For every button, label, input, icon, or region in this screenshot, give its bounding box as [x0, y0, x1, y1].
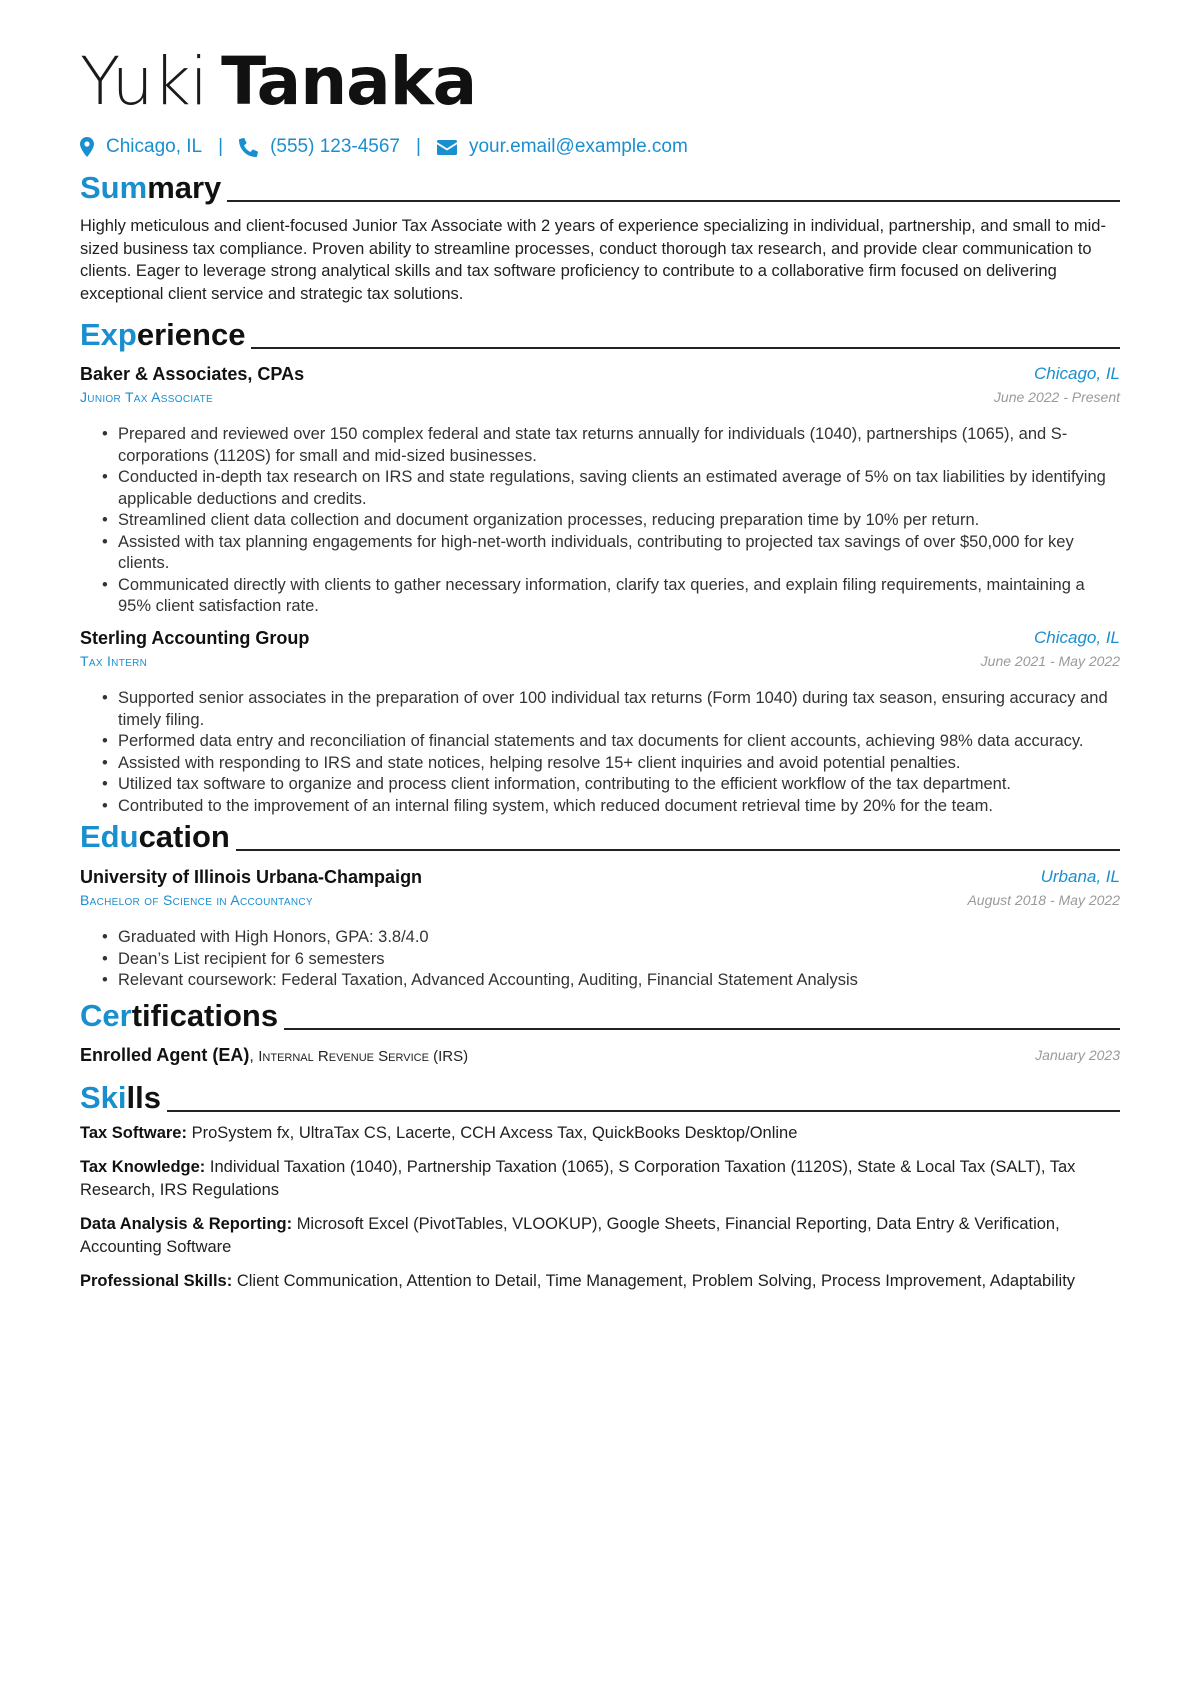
section-divider: [284, 1028, 1120, 1030]
list-item: • Streamlined client data collection and document organization processes, reducing preparation time by 10% per return.: [80, 510, 1120, 532]
job-location: Chicago, IL: [1034, 628, 1120, 647]
certification-entry: [80, 1045, 1120, 1071]
skill-row: [80, 1122, 1120, 1145]
contact-phone: [239, 136, 400, 158]
skill-label: Professional Skills:: [80, 1272, 233, 1290]
section-divider: [251, 347, 1120, 349]
certification-date: January 2023: [1035, 1047, 1120, 1063]
contact-email: [437, 136, 688, 158]
email-link[interactable]: your.email@example.com: [468, 136, 688, 157]
summary-text: Highly meticulous and client-focused Junior Tax Associate with 2 years of experience specializing in individual, partnership, and small to mid-sized business tax compliance. Proven ability to streamline processes, conduct thorough tax research, and provide clear communication to clients. Eager to leverage strong analytical skills and tax software proficiency to contribute to a collaborative firm focused on delivering exceptional client service and strategic tax solutions.: [80, 217, 1106, 303]
list-item: • Graduated with High Honors, GPA: 3.8/4.0: [80, 927, 1120, 949]
last-name: Tanaka: [221, 43, 477, 120]
list-item: • Performed data entry and reconciliation of financial statements and tax documents for client accounts, achieving 98% data accuracy.: [80, 731, 1120, 753]
heading-rest: erience: [136, 317, 246, 352]
skill-value: ProSystem fx, UltraTax CS, Lacerte, CCH Axcess Tax, QuickBooks Desktop/Online: [191, 1124, 798, 1142]
contact-separator: |: [218, 136, 224, 157]
heading-accent: Ski: [80, 1080, 127, 1115]
education-dates: August 2018 - May 2022: [967, 892, 1120, 908]
location-text: Chicago, IL: [106, 136, 203, 157]
certification-comma: ,: [249, 1048, 259, 1065]
education-heading: [80, 815, 1120, 855]
job-dates: June 2021 - May 2022: [980, 653, 1120, 669]
heading-accent: Edu: [80, 819, 139, 854]
heading-rest: cation: [138, 819, 230, 854]
certification-name: Enrolled Agent (EA): [80, 1045, 250, 1065]
first-name: Yuki: [80, 43, 208, 120]
skills-heading: [80, 1076, 1120, 1116]
envelope-icon: [437, 140, 457, 155]
job-bullets: [80, 688, 1120, 817]
skill-label: Tax Software:: [80, 1124, 187, 1142]
list-item: • Dean’s List recipient for 6 semesters: [80, 949, 1120, 971]
job-location: Chicago, IL: [1034, 364, 1120, 383]
map-pin-icon: [80, 137, 94, 157]
phone-link[interactable]: (555) 123-4567: [270, 136, 400, 157]
school-name: University of Illinois Urbana-Champaign: [80, 867, 423, 887]
list-item: • Utilized tax software to organize and process client information, contributing to the efficient workflow of the tax department.: [80, 774, 1120, 796]
heading-accent: Sum: [80, 170, 148, 205]
job-title: Junior Tax Associate: [80, 389, 214, 405]
heading-rest: mary: [147, 170, 222, 205]
list-item: • Assisted with responding to IRS and state notices, helping resolve 15+ client inquiries and avoid potential penalties.: [80, 753, 1120, 775]
skill-row: [80, 1270, 1120, 1293]
job-bullets: [80, 424, 1120, 618]
degree: Bachelor of Science in Accountancy: [80, 892, 313, 908]
list-item: • Contributed to the improvement of an internal filing system, which reduced document retrieval time by 20% for the team.: [80, 796, 1120, 818]
contact-row: [80, 134, 688, 160]
heading-rest: tifications: [131, 998, 279, 1033]
heading-accent: Exp: [80, 317, 137, 352]
list-item: • Communicated directly with clients to gather necessary information, clarify tax queries, and explain filing requirements, maintaining a 95% client satisfaction rate.: [80, 575, 1120, 618]
contact-location: [80, 136, 202, 158]
list-item: • Relevant coursework: Federal Taxation, Advanced Accounting, Auditing, Financial Statement Analysis: [80, 970, 1120, 992]
list-item: • Prepared and reviewed over 150 complex federal and state tax returns annually for individuals (1040), partnerships (1065), and S-corporations (1120S) for small and mid-sized businesses.: [80, 424, 1120, 467]
list-item: • Supported senior associates in the preparation of over 100 individual tax returns (Form 1040) during tax season, ensuring accuracy and timely filing.: [80, 688, 1120, 731]
experience-heading: [80, 313, 1120, 353]
section-divider: [167, 1110, 1120, 1112]
skill-row: [80, 1213, 1120, 1258]
section-divider: [227, 200, 1120, 202]
skill-label: Data Analysis & Reporting:: [80, 1215, 293, 1233]
certification-issuer: Internal Revenue Service (IRS): [258, 1048, 469, 1065]
skill-label: Tax Knowledge:: [80, 1158, 206, 1176]
summary-heading: [80, 166, 1120, 206]
education-bullets: [80, 927, 1120, 992]
heading-rest: lls: [126, 1080, 161, 1115]
list-item: • Conducted in-depth tax research on IRS and state regulations, saving clients an estimated average of 5% on tax liabilities by identifying applicable deductions and credits.: [80, 467, 1120, 510]
company-name: Sterling Accounting Group: [80, 628, 310, 648]
job-dates: June 2022 - Present: [993, 389, 1120, 405]
skill-value: Individual Taxation (1040), Partnership Taxation (1065), S Corporation Taxation (1120S), State & Local Tax (SALT), Tax Research, IRS Regulations: [80, 1158, 1076, 1199]
skill-value: Microsoft Excel (PivotTables, VLOOKUP), Google Sheets, Financial Reporting, Data Entry & Verification, Accounting Software: [80, 1215, 1060, 1256]
candidate-name: [80, 42, 476, 122]
heading-accent: Cer: [80, 998, 132, 1033]
skill-row: [80, 1156, 1120, 1201]
phone-icon: [239, 138, 258, 157]
job-title: Tax Intern: [80, 653, 148, 669]
company-name: Baker & Associates, CPAs: [80, 364, 305, 384]
section-divider: [236, 849, 1120, 851]
certifications-heading: [80, 994, 1120, 1034]
contact-separator: |: [416, 136, 421, 157]
skill-value: Client Communication, Attention to Detail, Time Management, Problem Solving, Process Improvement, Adaptability: [236, 1272, 1076, 1290]
school-location: Urbana, IL: [1040, 867, 1120, 886]
list-item: • Assisted with tax planning engagements for high-net-worth individuals, contributing to projected tax savings of over $50,000 for key clients.: [80, 532, 1120, 575]
